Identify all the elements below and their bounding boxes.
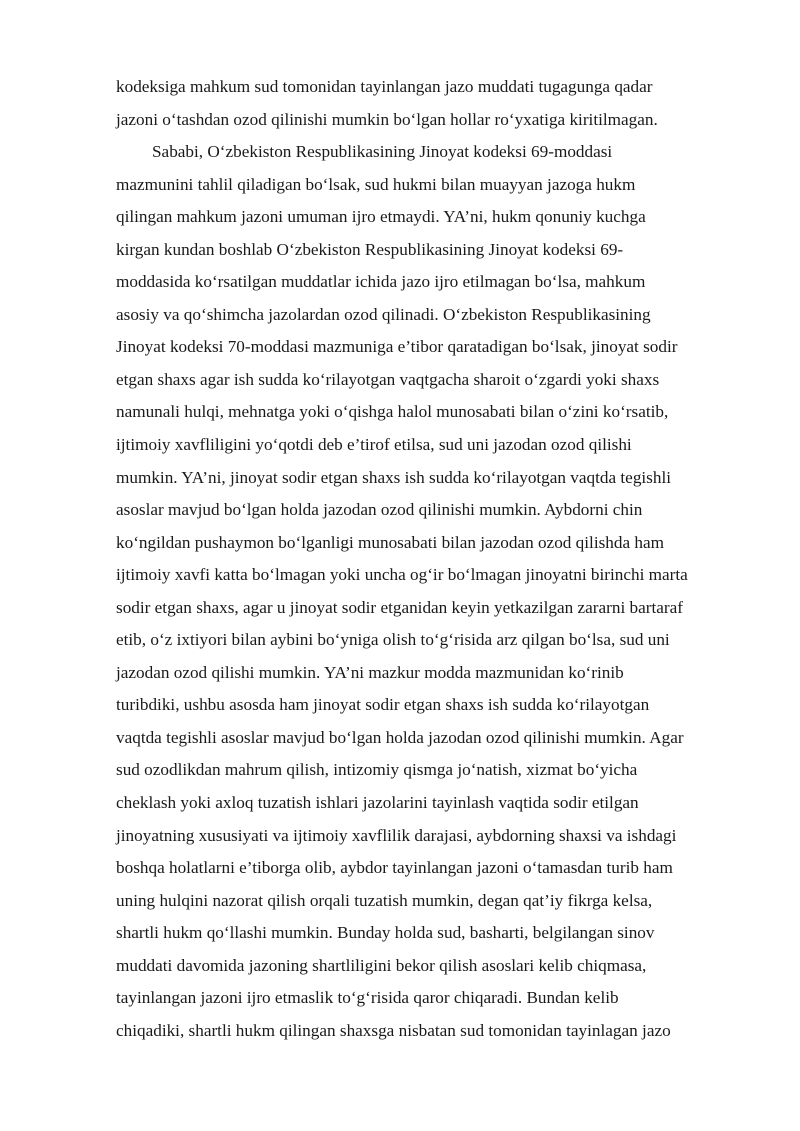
text-line: shartli hukm qo‘llashi mumkin. Bunday holda sud, basharti, belgilangan sinov [116, 923, 655, 943]
text-line: moddasida ko‘rsatilgan muddatlar ichida jazo ijro etilmagan bo‘lsa, mahkum [116, 272, 646, 292]
text-line: mazmunini tahlil qiladigan bo‘lsak, sud hukmi bilan muayyan jazoga hukm [116, 174, 636, 194]
text-line: muddati davomida jazoning shartliligini bekor qilish asoslari kelib chiqmasa, [116, 955, 647, 975]
paragraph-2 [116, 136, 746, 1047]
text-line: jazoni o‘tashdan ozod qilinishi mumkin bo‘lgan hollar ro‘yxatiga kiritilmagan. [116, 109, 658, 129]
text-line: jazodan ozod qilishi mumkin. YA’ni mazkur modda mazmunidan ko‘rinib [116, 662, 624, 682]
text-line: namunali hulqi, mehnatga yoki o‘qishga halol munosabati bilan o‘zini ko‘rsatib, [116, 402, 669, 422]
text-line: ko‘ngildan pushaymon bo‘lganligi munosabati bilan jazodan ozod qilishda ham [116, 532, 664, 552]
text-line: sodir etgan shaxs, agar u jinoyat sodir etganidan keyin yetkazilgan zararni bartaraf [116, 597, 683, 617]
text-line: kodeksiga mahkum sud tomonidan tayinlangan jazo muddati tugagunga qadar [116, 77, 653, 96]
text-line: qilingan mahkum jazoni umuman ijro etmaydi. YA’ni, hukm qonuniy kuchga [116, 207, 646, 227]
text-line: turibdiki, ushbu asosda ham jinoyat sodir etgan shaxs ish sudda ko‘rilayotgan [116, 695, 650, 715]
text-line: uning hulqini nazorat qilish orqali tuzatish mumkin, degan qat’iy fikrga kelsa, [116, 890, 653, 910]
text-line: boshqa holatlarni e’tiborga olib, aybdor tayinlangan jazoni o‘tamasdan turib ham [116, 858, 673, 878]
text-line: Sababi, O‘zbekiston Respublikasining Jinoyat kodeksi 69-moddasi [152, 142, 613, 162]
text-line: etgan shaxs agar ish sudda ko‘rilayotgan vaqtgacha sharoit o‘zgardi yoki shaxs [116, 369, 660, 389]
text-line: mumkin. YA’ni, jinoyat sodir etgan shaxs ish sudda ko‘rilayotgan vaqtda tegishli [116, 467, 672, 487]
text-line: tayinlangan jazoni ijro etmaslik to‘g‘risida qaror chiqaradi. Bundan kelib [116, 988, 619, 1008]
text-line: etib, o‘z ixtiyori bilan aybini bo‘yniga olish to‘g‘risida arz qilgan bo‘lsa, sud uni [116, 630, 670, 650]
paragraph-1 [116, 71, 746, 136]
document-body [116, 71, 746, 1047]
text-line: ijtimoiy xavfliligini yo‘qotdi deb e’tirof etilsa, sud uni jazodan ozod qilishi [116, 435, 632, 455]
text-line: cheklash yoki axloq tuzatish ishlari jazolarini tayinlash vaqtida sodir etilgan [116, 793, 639, 813]
text-line: sud ozodlikdan mahrum qilish, intizomiy qismga jo‘natish, xizmat bo‘yicha [116, 760, 638, 780]
text-line: Jinoyat kodeksi 70-moddasi mazmuniga e’tibor qaratadigan bo‘lsak, jinoyat sodir [116, 337, 678, 357]
text-line: jinoyatning xususiyati va ijtimoiy xavflilik darajasi, aybdorning shaxsi va ishdagi [116, 825, 677, 845]
text-line: chiqadiki, shartli hukm qilingan shaxsga nisbatan sud tomonidan tayinlagan jazo [116, 1020, 671, 1040]
text-line: kirgan kundan boshlab O‘zbekiston Respublikasining Jinoyat kodeksi 69- [116, 239, 624, 259]
text-line: asoslar mavjud bo‘lgan holda jazodan ozod qilinishi mumkin. Aybdorni chin [116, 500, 643, 520]
text-line: ijtimoiy xavfi katta bo‘lmagan yoki uncha og‘ir bo‘lmagan jinoyatni birinchi marta [116, 565, 688, 585]
text-line: vaqtda tegishli asoslar mavjud bo‘lgan holda jazodan ozod qilinishi mumkin. Agar [116, 727, 684, 747]
text-line: asosiy va qo‘shimcha jazolardan ozod qilinadi. O‘zbekiston Respublikasining [116, 304, 651, 324]
